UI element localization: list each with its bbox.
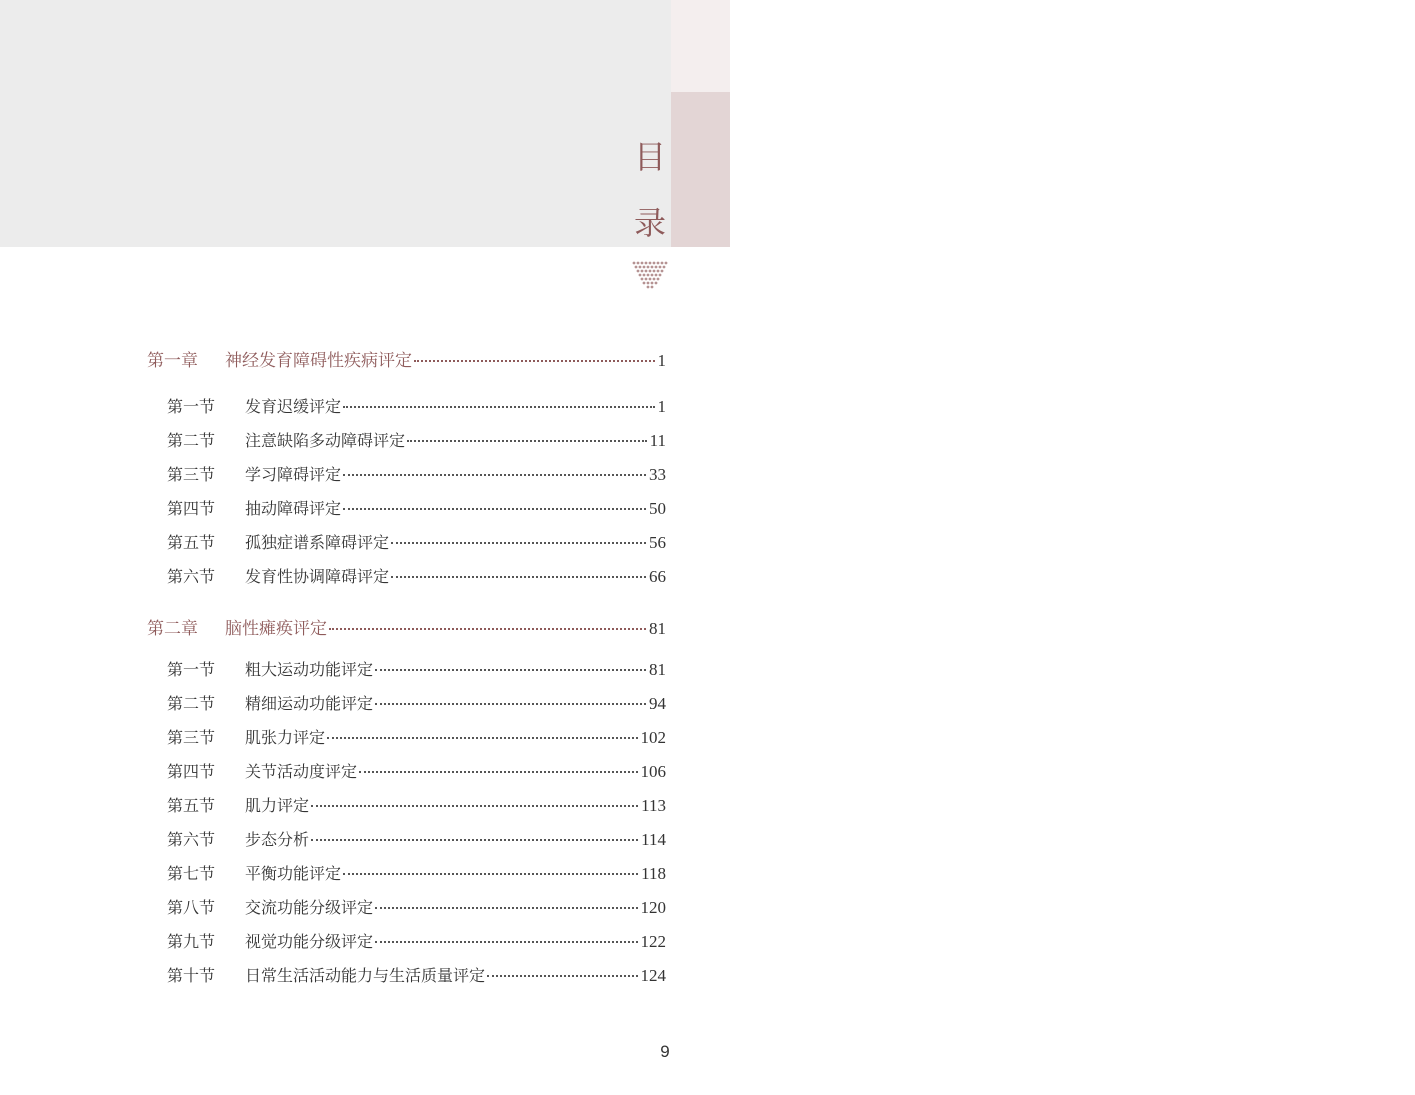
section-title: 发育性协调障碍评定	[245, 567, 390, 586]
toc-title-char-1: 目	[633, 138, 666, 176]
dot-leader	[343, 873, 638, 875]
dot-leader	[391, 576, 646, 578]
page-ref: 33	[649, 465, 666, 484]
section-number: 第七节	[167, 864, 216, 883]
page-ref: 66	[649, 567, 666, 586]
section-title: 视觉功能分级评定	[245, 932, 374, 951]
toc-chapter-2[interactable]	[147, 614, 666, 640]
page-ref: 113	[641, 796, 666, 815]
section-number: 第一节	[167, 397, 216, 416]
diamond-dots-icon	[632, 260, 668, 290]
dot-leader	[391, 542, 646, 544]
dot-leader	[327, 737, 637, 739]
toc-section[interactable]	[167, 759, 666, 785]
chapter-title: 神经发育障碍性疾病评定	[225, 351, 412, 371]
page-ref: 106	[640, 762, 666, 781]
section-number: 第九节	[167, 932, 216, 951]
chapter-number: 第一章	[147, 351, 198, 371]
section-number: 第二节	[167, 431, 216, 450]
dot-leader	[343, 406, 654, 408]
page-ref: 114	[641, 830, 666, 849]
dot-leader	[329, 628, 646, 630]
dot-leader	[487, 975, 637, 977]
page-ref: 11	[649, 431, 666, 450]
section-number: 第五节	[167, 533, 216, 552]
section-number: 第四节	[167, 762, 216, 781]
dot-leader	[407, 440, 647, 442]
dot-leader	[343, 508, 646, 510]
toc-section[interactable]	[167, 895, 666, 921]
toc-title-char-2: 录	[633, 204, 666, 242]
section-title: 步态分析	[245, 830, 310, 849]
dot-leader	[375, 669, 646, 671]
section-title: 孤独症谱系障碍评定	[245, 533, 390, 552]
section-title: 肌力评定	[245, 796, 310, 815]
chapter-number: 第二章	[147, 619, 198, 639]
page-ref: 94	[649, 694, 666, 713]
page-ref: 56	[649, 533, 666, 552]
toc-section[interactable]	[167, 861, 666, 887]
toc-chapter-1[interactable]	[147, 346, 666, 372]
toc-section[interactable]	[167, 793, 666, 819]
page-number: 9	[660, 1042, 670, 1061]
toc-section[interactable]	[167, 725, 666, 751]
toc-section[interactable]	[167, 564, 666, 590]
section-number: 第二节	[167, 694, 216, 713]
section-number: 第三节	[167, 728, 216, 747]
toc-section[interactable]	[167, 394, 666, 420]
page-ref: 81	[649, 619, 666, 638]
page-ref: 1	[657, 351, 666, 370]
dot-leader	[359, 771, 637, 773]
section-title: 关节活动度评定	[245, 762, 358, 781]
dot-leader	[375, 941, 637, 943]
side-letter: R	[1343, 0, 1415, 99]
section-number: 第十节	[167, 966, 216, 985]
toc-section[interactable]	[167, 530, 666, 556]
page-ref: 120	[640, 898, 666, 917]
toc-section[interactable]	[167, 428, 666, 454]
section-title: 抽动障碍评定	[245, 499, 342, 518]
toc-section[interactable]	[167, 963, 666, 989]
section-number: 第六节	[167, 567, 216, 586]
section-number: 第六节	[167, 830, 216, 849]
section-title: 精细运动功能评定	[245, 694, 374, 713]
section-title: 学习障碍评定	[245, 465, 342, 484]
header-band	[0, 0, 730, 247]
chapter-title: 脑性瘫痪评定	[225, 619, 327, 639]
section-number: 第一节	[167, 660, 216, 679]
section-number: 第五节	[167, 796, 216, 815]
section-number: 第八节	[167, 898, 216, 917]
side-tab-top	[671, 0, 1415, 99]
dot-leader	[414, 360, 655, 362]
page-ref: 81	[649, 660, 666, 679]
toc-section[interactable]	[167, 462, 666, 488]
dot-leader	[311, 839, 638, 841]
toc-section[interactable]	[167, 496, 666, 522]
section-title: 发育迟缓评定	[245, 397, 342, 416]
section-title: 粗大运动功能评定	[245, 660, 374, 679]
page-ref: 1	[657, 397, 666, 416]
dot-leader	[375, 907, 637, 909]
toc-section[interactable]	[167, 827, 666, 853]
section-title: 交流功能分级评定	[245, 898, 374, 917]
page-ref: 118	[641, 864, 666, 883]
toc-section[interactable]	[167, 657, 666, 683]
section-number: 第三节	[167, 465, 216, 484]
section-number: 第四节	[167, 499, 216, 518]
page-ref: 102	[640, 728, 666, 747]
page-ref: 122	[640, 932, 666, 951]
section-title: 肌张力评定	[245, 728, 326, 747]
section-title: 注意缺陷多动障碍评定	[245, 431, 406, 450]
page-ref: 50	[649, 499, 666, 518]
section-title: 日常生活活动能力与生活质量评定	[245, 966, 486, 985]
page-ref: 124	[640, 966, 666, 985]
dot-leader	[343, 474, 646, 476]
section-title: 平衡功能评定	[245, 864, 342, 883]
dot-leader	[375, 703, 646, 705]
toc-section[interactable]	[167, 929, 666, 955]
toc-section[interactable]	[167, 691, 666, 717]
dot-leader	[311, 805, 638, 807]
